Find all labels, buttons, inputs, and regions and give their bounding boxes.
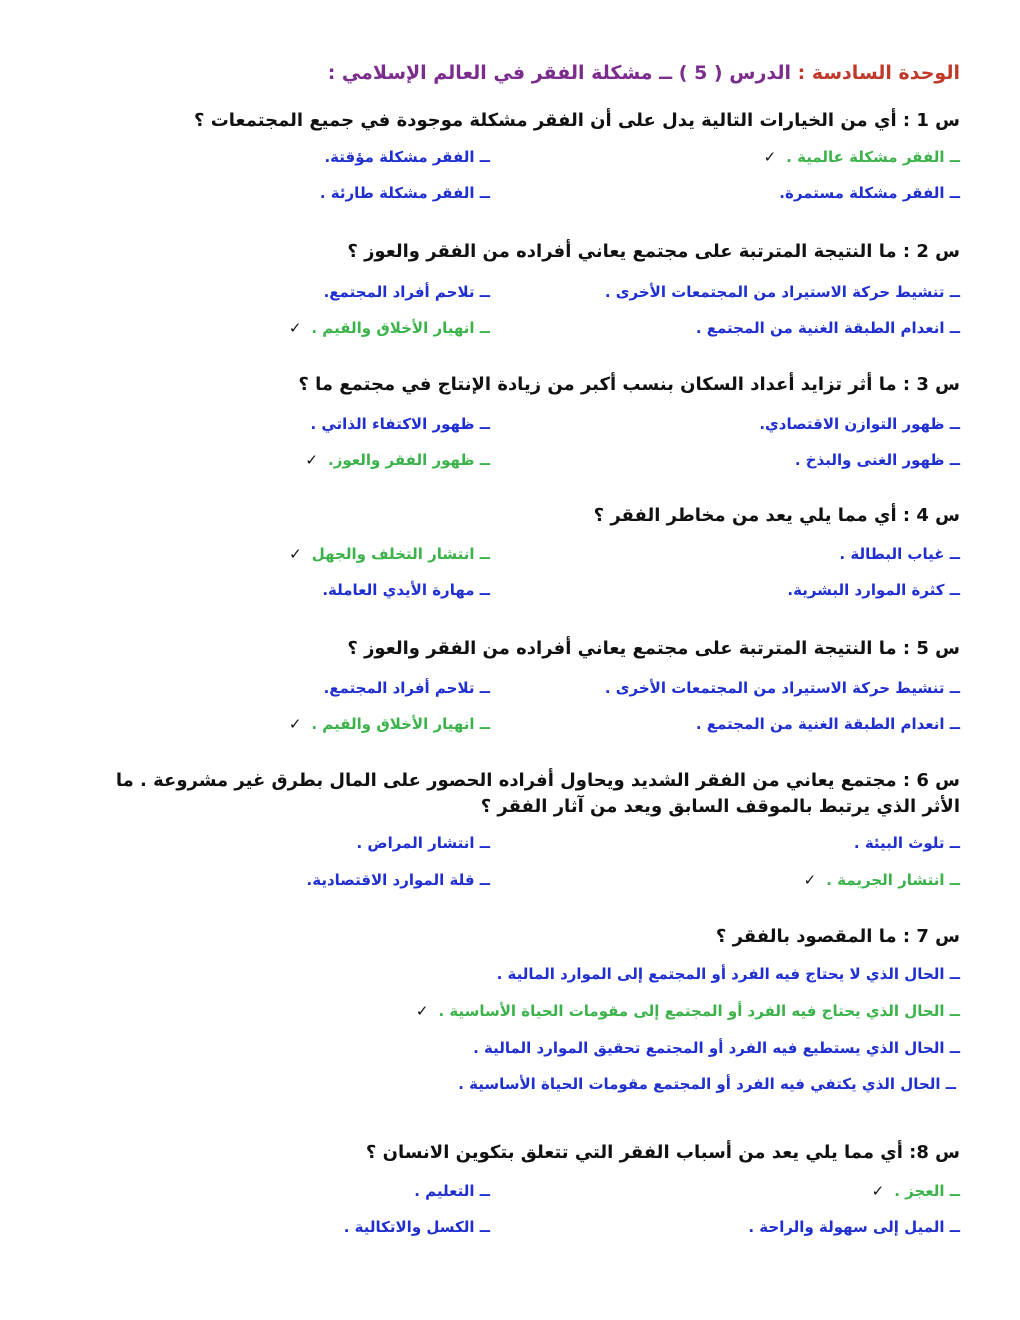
question-6: س 6 : مجتمع يعاني من الفقر الشديد ويحاول أفراده الحصور على المال بطرق غير مشروعة . ما الأثر الذي يرتبط بالموقف السابق ويعد من آثار الفقر ؟ — [115, 770, 960, 817]
q6-option-d: ــ قلة الموارد الاقتصادية. — [306, 871, 490, 889]
check-mark-icon: ✓ — [763, 148, 777, 166]
q7-option-d: ــ الحال الذي يكتفي فيه الفرد أو المجتمع مقومات الحياة الأساسية . — [458, 1075, 956, 1093]
q7-option-c: ــ الحال الذي يستطيع فيه الفرد أو المجتمع تحقيق الموارد المالية . — [473, 1039, 960, 1057]
q8-option-d: ــ الكسل والاتكالية . — [343, 1218, 490, 1236]
q2-option-b: ــ تلاحم أفراد المجتمع. — [323, 283, 490, 301]
q8-option-c: ــ الميل إلى سهولة والراحة . — [748, 1218, 960, 1236]
q3-option-c: ــ ظهور الغنى والبذخ . — [794, 451, 960, 469]
q6-option-a: ــ تلوث البيئة . — [853, 834, 960, 852]
q2-option-d: ــ انهيار الأخلاق والقيم .✓ — [288, 319, 490, 337]
q8-option-b: ــ التعليم . — [414, 1182, 490, 1200]
lesson-title: الدرس ( 5 ) ــ مشكلة الفقر في العالم الإسلامي : — [327, 62, 792, 84]
check-mark-icon: ✓ — [289, 545, 302, 563]
q1-option-b: ــ الفقر مشكلة مؤقتة. — [324, 148, 490, 166]
check-mark-icon: ✓ — [415, 1002, 429, 1020]
q4-option-a: ــ غياب البطالة . — [839, 545, 960, 563]
q3-option-b: ــ ظهور الاكتفاء الذاتي . — [310, 415, 490, 433]
q7-option-b: ــ الحال الذي يحتاج فيه الفرد أو المجتمع إلى مقومات الحياة الأساسية .✓ — [415, 1002, 960, 1020]
question-7: س 7 : ما المقصود بالفقر ؟ — [715, 926, 960, 947]
q3-option-a: ــ ظهور التوازن الاقتصادي. — [759, 415, 960, 433]
check-mark-icon: ✓ — [288, 715, 302, 733]
q4-option-b: ــ انتشار التخلف والجهل✓ — [289, 545, 490, 563]
unit-title: الوحدة السادسة : — [797, 62, 960, 84]
q1-option-a: ــ الفقر مشكلة عالمية .✓ — [763, 148, 960, 166]
q3-option-d: ــ ظهور الفقر والعوز.✓ — [305, 451, 490, 469]
question-4: س 4 : أي مما يلي يعد من مخاطر الفقر ؟ — [593, 505, 960, 526]
question-5: س 5 : ما النتيجة المترتبة على مجتمع يعاني أفراده من الفقر والعوز ؟ — [347, 638, 960, 659]
q5-option-c: ــ انعدام الطبقة الغنية من المجتمع . — [695, 715, 960, 733]
question-8: س 8: أي مما يلي يعد من أسباب الفقر التي تتعلق بتكوين الانسان ؟ — [365, 1142, 960, 1163]
q8-option-a: ــ العجز .✓ — [871, 1182, 960, 1200]
check-mark-icon: ✓ — [288, 319, 302, 337]
check-mark-icon: ✓ — [871, 1182, 885, 1200]
q4-option-c: ــ كثرة الموارد البشرية. — [787, 581, 960, 599]
q4-option-d: ــ مهارة الأيدي العاملة. — [322, 581, 490, 599]
question-1: س 1 : أي من الخيارات التالية يدل على أن الفقر مشكلة موجودة في جميع المجتمعات ؟ — [194, 110, 960, 131]
question-3: س 3 : ما أثر تزايد أعداد السكان بنسب أكبر من زيادة الإنتاج في مجتمع ما ؟ — [298, 374, 960, 395]
q1-option-c: ــ الفقر مشكلة مستمرة. — [779, 184, 960, 202]
q5-option-d: ــ انهيار الأخلاق والقيم .✓ — [288, 715, 490, 733]
page-title — [328, 62, 960, 84]
q6-option-c: ــ انتشار الجريمة .✓ — [803, 871, 960, 889]
q1-option-d: ــ الفقر مشكلة طارئة . — [319, 184, 490, 202]
q2-option-c: ــ انعدام الطبقة الغنية من المجتمع . — [695, 319, 960, 337]
question-2: س 2 : ما النتيجة المترتبة على مجتمع يعاني أفراده من الفقر والعوز ؟ — [347, 241, 960, 262]
check-mark-icon: ✓ — [803, 871, 817, 889]
check-mark-icon: ✓ — [305, 451, 318, 469]
q7-option-a: ــ الحال الذي لا يحتاج فيه الفرد أو المجتمع إلى الموارد المالية . — [496, 965, 960, 983]
q2-option-a: ــ تنشيط حركة الاستيراد من المجتمعات الأخرى . — [604, 283, 960, 301]
q5-option-a: ــ تنشيط حركة الاستيراد من المجتمعات الأخرى . — [604, 679, 960, 697]
q6-option-b: ــ انتشار المراض . — [356, 834, 490, 852]
q5-option-b: ــ تلاحم أفراد المجتمع. — [323, 679, 490, 697]
